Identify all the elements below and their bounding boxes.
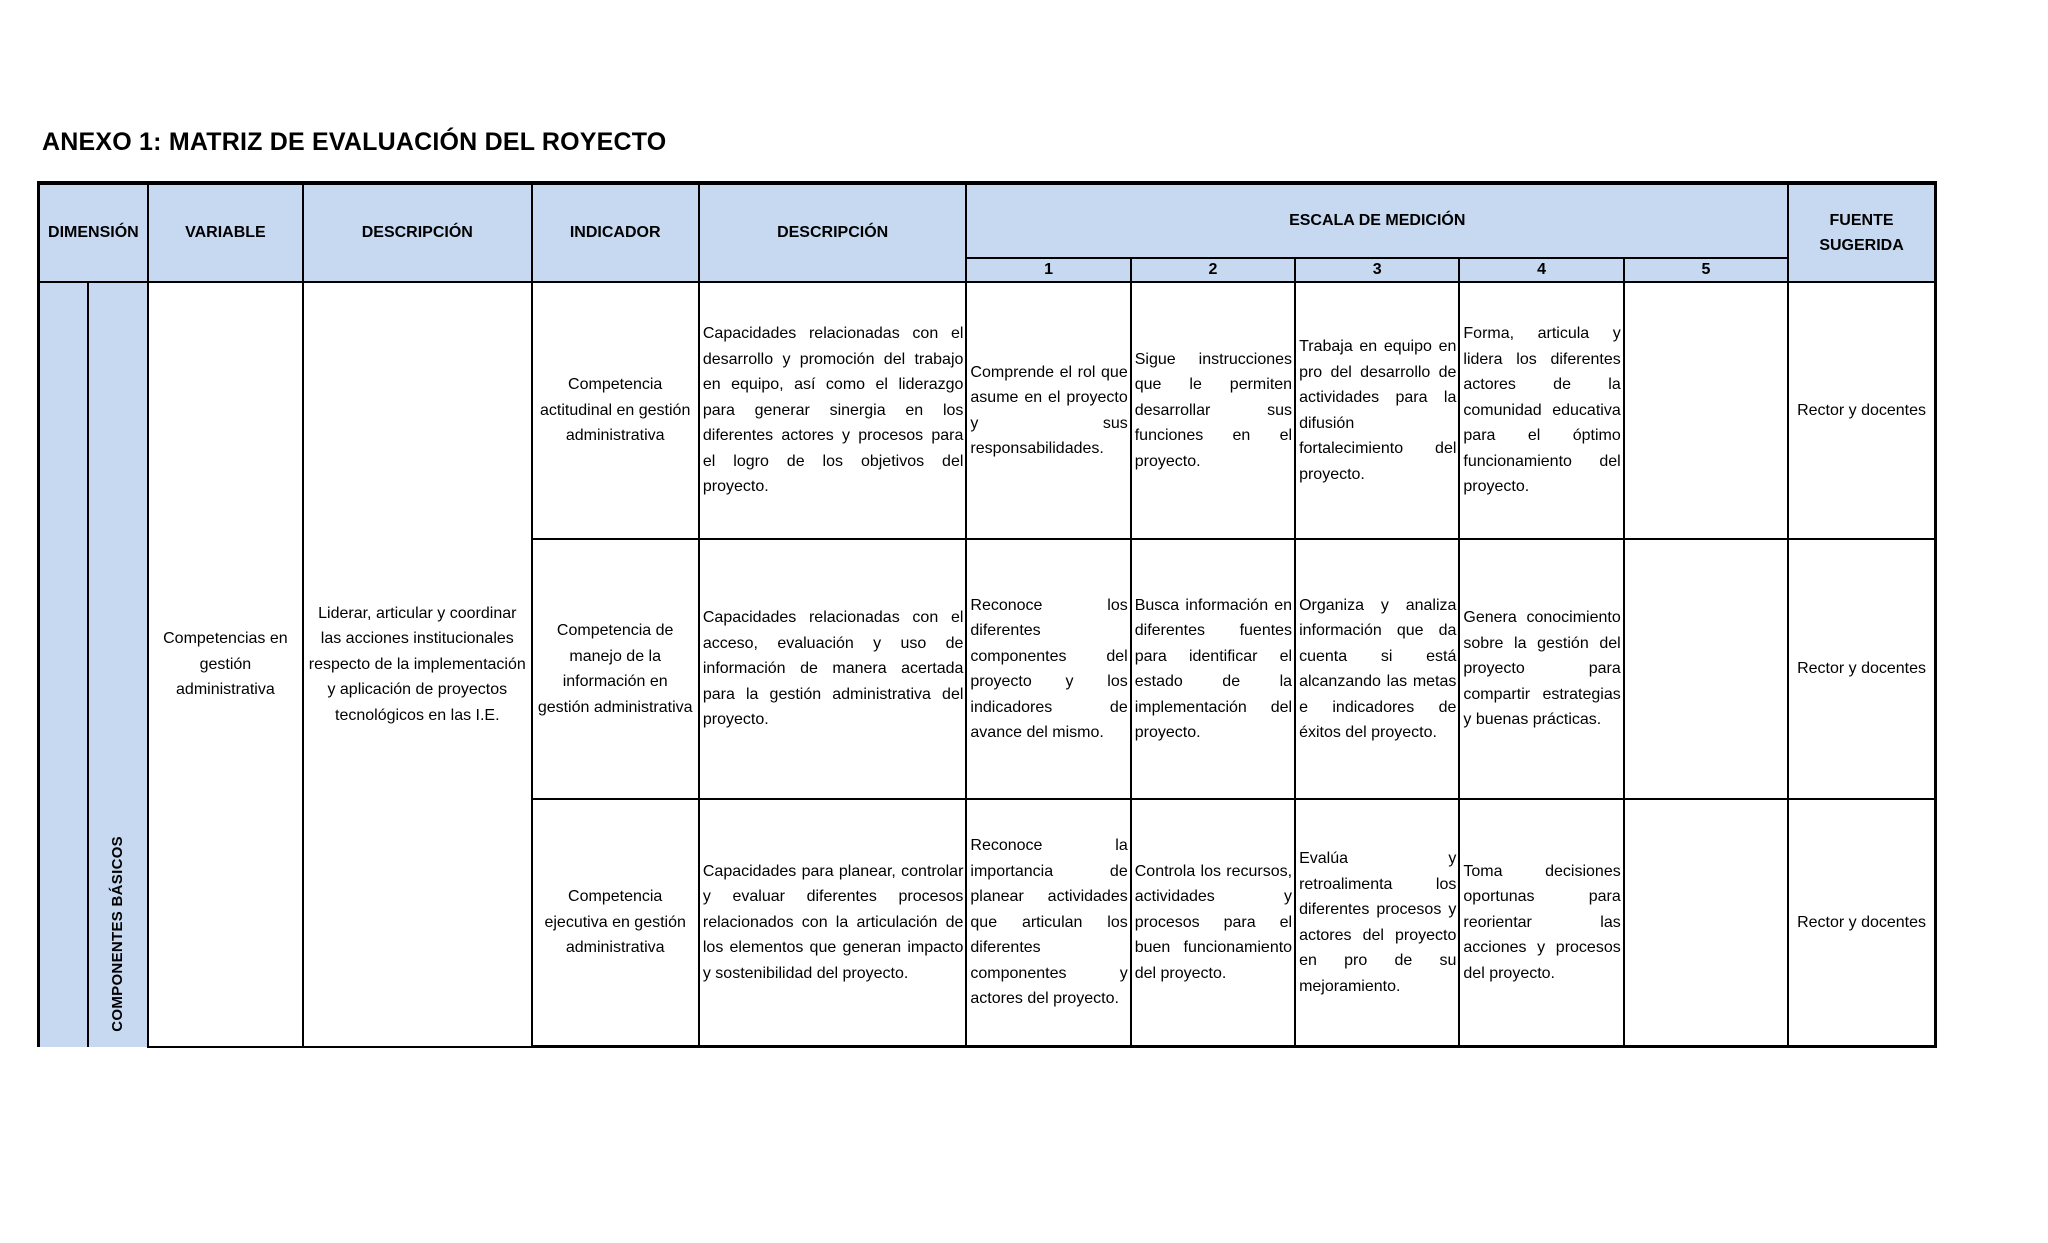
evaluation-matrix-table <box>37 181 1937 1048</box>
indicator-cell: Competencia actitudinal en gestión administrativa <box>532 282 699 539</box>
scale-level-1: 1 <box>966 258 1130 282</box>
dimension-cell <box>39 282 88 1047</box>
scale-cell-3: Trabaja en equipo en pro del desarrollo de actividades para la difusión fortalecimiento del proyecto. <box>1295 282 1459 539</box>
scale-cell-1: Comprende el rol que asume en el proyecto y sus responsabilidades. <box>966 282 1130 539</box>
source-cell: Rector y docentes <box>1788 539 1935 799</box>
variable-description-cell: Liderar, articular y coordinar las acciones institucionales respecto de la implementación y aplicación de proyectos tecnológicos en las I.E. <box>303 282 531 1047</box>
scale-cell-5 <box>1624 282 1788 539</box>
document-title: ANEXO 1: MATRIZ DE EVALUACIÓN DEL ROYECTO <box>42 128 667 156</box>
scale-cell-2: Controla los recursos, actividades y procesos para el buen funcionamiento del proyecto. <box>1131 799 1295 1047</box>
scale-cell-5 <box>1624 539 1788 799</box>
scale-cell-1: Reconoce los diferentes componentes del proyecto y los indicadores de avance del mismo. <box>966 539 1130 799</box>
table-row <box>39 282 1936 539</box>
scale-level-2: 2 <box>1131 258 1295 282</box>
scale-cell-4: Forma, articula y lidera los diferentes actores de la comunidad educativa para el óptimo funcionamiento del proyecto. <box>1459 282 1623 539</box>
indicator-cell: Competencia ejecutiva en gestión administrativa <box>532 799 699 1047</box>
header-variable-description: DESCRIPCIÓN <box>303 183 531 282</box>
indicator-description-cell: Capacidades relacionadas con el desarrollo y promoción del trabajo en equipo, así como el liderazgo para generar sinergia en los diferentes actores y procesos para el logro de los objetivos del proyecto. <box>699 282 967 539</box>
indicator-cell: Competencia de manejo de la información en gestión administrativa <box>532 539 699 799</box>
header-suggested-source: FUENTE SUGERIDA <box>1788 183 1935 282</box>
component-cell <box>88 282 148 1047</box>
scale-cell-1: Reconoce la importancia de planear actividades que articulan los diferentes componentes y actores del proyecto. <box>966 799 1130 1047</box>
indicator-description-cell: Capacidades para planear, controlar y evaluar diferentes procesos relacionados con la articulación de los elementos que generan impacto y sostenibilidad del proyecto. <box>699 799 967 1047</box>
indicator-description-cell: Capacidades relacionadas con el acceso, evaluación y uso de información de manera acertada para la gestión administrativa del proyecto. <box>699 539 967 799</box>
scale-cell-3: Organiza y analiza información que da cuenta si está alcanzando las metas e indicadores de éxitos del proyecto. <box>1295 539 1459 799</box>
scale-level-4: 4 <box>1459 258 1623 282</box>
scale-cell-2: Sigue instrucciones que le permiten desarrollar sus funciones en el proyecto. <box>1131 282 1295 539</box>
scale-cell-5 <box>1624 799 1788 1047</box>
scale-cell-4: Genera conocimiento sobre la gestión del proyecto para compartir estrategias y buenas prácticas. <box>1459 539 1623 799</box>
header-measurement-scale: ESCALA DE MEDICIÓN <box>966 183 1788 258</box>
component-label: COMPONENTES BÁSICOS <box>108 836 126 1032</box>
scale-cell-2: Busca información en diferentes fuentes para identificar el estado de la implementación del proyecto. <box>1131 539 1295 799</box>
source-cell: Rector y docentes <box>1788 799 1935 1047</box>
header-variable: VARIABLE <box>148 183 303 282</box>
header-dimension: DIMENSIÓN <box>39 183 148 282</box>
scale-level-3: 3 <box>1295 258 1459 282</box>
header-indicator: INDICADOR <box>532 183 699 282</box>
scale-level-5: 5 <box>1624 258 1788 282</box>
variable-cell: Competencias en gestión administrativa <box>148 282 303 1047</box>
scale-cell-3: Evalúa y retroalimenta los diferentes procesos y actores del proyecto en pro de su mejoramiento. <box>1295 799 1459 1047</box>
source-cell: Rector y docentes <box>1788 282 1935 539</box>
header-indicator-description: DESCRIPCIÓN <box>699 183 967 282</box>
scale-cell-4: Toma decisiones oportunas para reorientar las acciones y procesos del proyecto. <box>1459 799 1623 1047</box>
